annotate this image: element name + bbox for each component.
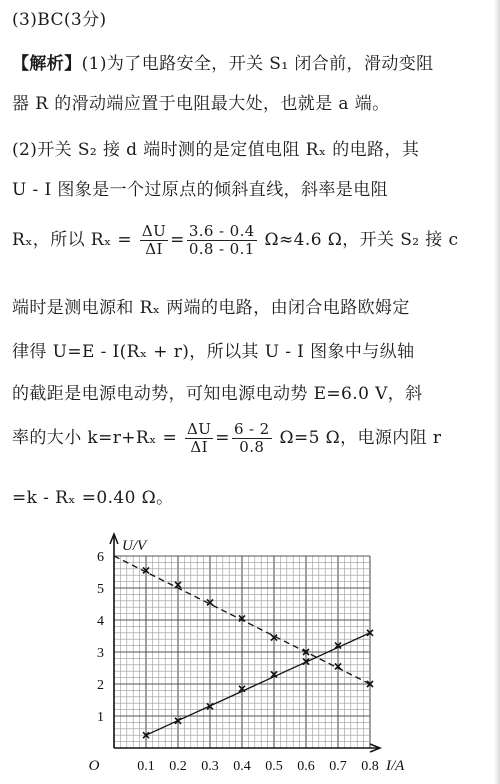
y-axis-label: U/V: [122, 538, 147, 554]
fraction-values-2: $\frac{6 - 2}{0.8}$: [233, 420, 270, 456]
analysis-tag: 【解析】: [12, 54, 82, 74]
x-tick-label: 0.5: [265, 759, 283, 774]
origin-label: O: [88, 758, 100, 774]
page-edge-shadow: [494, 0, 500, 784]
equals-sign: =: [170, 230, 185, 250]
y-tick-label: 4: [97, 614, 104, 629]
answer-line-3: (3)BC(3分): [12, 10, 107, 30]
formula-line-k: [12, 420, 488, 456]
y-tick-label: 2: [97, 678, 104, 693]
analysis-text: (1)为了电路安全，开关 S₁ 闭合前，滑动变阻: [81, 54, 434, 74]
analysis-line-6: 端时是测电源和 Rₓ 两端的电路，由闭合电路欧姆定: [12, 298, 410, 318]
formula-k-prefix: 率的大小 k=r+Rₓ =: [12, 428, 178, 448]
x-tick-label: 0.1: [137, 759, 155, 774]
data-series: [114, 556, 373, 738]
x-tick-label: 0.6: [297, 759, 315, 774]
analysis-line-1: [12, 52, 488, 76]
u-i-graph: [0, 520, 500, 784]
formula-line-rx: [12, 222, 488, 258]
analysis-line-3: (2)开关 S₂ 接 d 端时测的是定值电阻 Rₓ 的电路，其: [12, 140, 420, 160]
fraction-du-di-2: $\frac{\Delta U}{\Delta I}$: [187, 420, 212, 456]
analysis-line-2: 器 R 的滑动端应置于电阻最大处，也就是 a 端。: [12, 94, 390, 114]
analysis-line-4: U - I 图象是一个过原点的倾斜直线，斜率是电阻: [12, 180, 388, 200]
fraction-du-di: $\frac{\Delta U}{\Delta I}$: [141, 222, 167, 258]
y-tick-label: 6: [97, 550, 104, 565]
formula-suffix: Ω≈4.6 Ω，开关 S₂ 接 c: [264, 230, 459, 250]
x-tick-label: 0.2: [169, 759, 187, 774]
x-tick-label: 0.8: [361, 759, 379, 774]
analysis-line-7: 律得 U=E - I(Rₓ + r)，所以其 U - I 图象中与纵轴: [12, 342, 415, 362]
analysis-line-10: =k - Rₓ =0.40 Ω。: [12, 488, 174, 508]
formula-k-suffix: Ω=5 Ω，电源内阻 r: [279, 428, 442, 448]
y-tick-label: 3: [97, 646, 104, 661]
formula-prefix: Rₓ，所以 Rₓ =: [12, 230, 133, 250]
y-tick-label: 5: [97, 582, 104, 597]
x-tick-label: 0.7: [329, 759, 347, 774]
fraction-values: $\frac{3.6 - 0.4}{0.8 - 0.1}$: [188, 222, 255, 258]
grid: [114, 556, 370, 748]
x-tick-label: 0.4: [233, 759, 251, 774]
analysis-line-8: 的截距是电源电动势，可知电源电动势 E=6.0 V，斜: [12, 384, 423, 404]
axis-labels: [89, 538, 406, 774]
equals-sign-2: =: [215, 428, 230, 448]
x-axis-label: I/A: [386, 758, 405, 774]
x-tick-label: 0.3: [201, 759, 219, 774]
y-tick-label: 1: [97, 710, 104, 725]
